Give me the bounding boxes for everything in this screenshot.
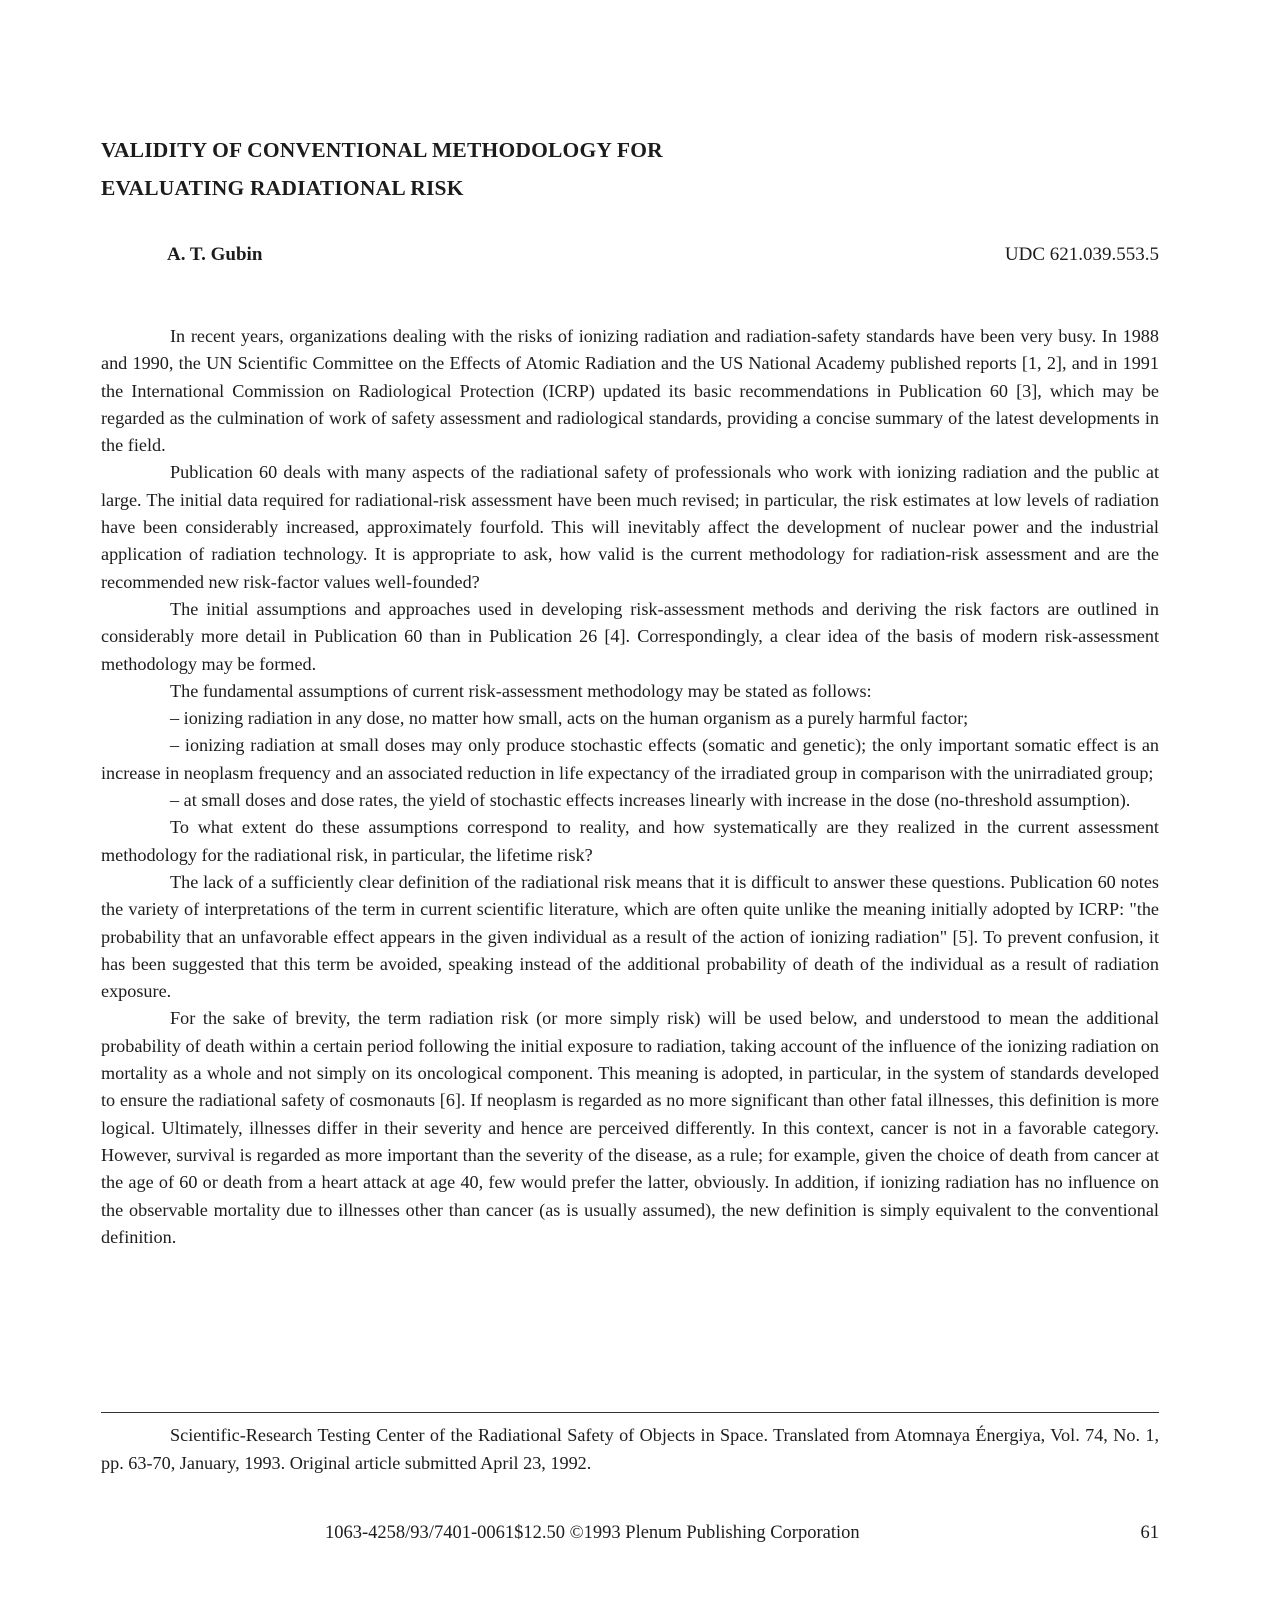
article-title-line-2: EVALUATING RADIATIONAL RISK [101,176,464,200]
body-paragraph: To what extent do these assumptions correspond to reality, and how systematically are they realized in the current assessment methodology for the radiational risk, in particular, the lifetime risk? [101,817,1159,865]
body-paragraph: The initial assumptions and approaches used in developing risk-assessment methods and deriving the risk factors are outlined in considerably more detail in Publication 60 than in Publication 26 [4]. Correspondingly, a clear idea of the basis of modern risk-assessment methodology may be formed. [101,598,1159,674]
assumption-list-item: – ionizing radiation at small doses may only produce stochastic effects (somatic and genetic); the only important somatic effect is an increase in neoplasm frequency and an associated reduction in life expectancy of the irradiated group in comparison with the unirradiated group; [101,735,1159,783]
page-footer [101,1519,1159,1547]
article-body [101,323,1159,1251]
body-paragraph: Publication 60 deals with many aspects of the radiational safety of professionals who work with ionizing radiation and the public at large. The initial data required for radiational-risk assessment have been much revised; in particular, the risk estimates at low levels of radiation have been considerably increased, approximately fourfold. This will inevitably affect the development of nuclear power and the industrial application of radiation technology. It is appropriate to ask, how valid is the current methodology for radiation-risk assessment and are the recommended new risk-factor values well-founded? [101,462,1159,592]
body-paragraph: The lack of a sufficiently clear definition of the radiational risk means that it is difficult to answer these questions. Publication 60 notes the variety of interpretations of the term in current scientific literature, which are often quite unlike the meaning initially adopted by ICRP: "the probability that an unfavorable effect appears in the given individual as a result of the action of ionizing radiation" [5]. To prevent confusion, it has been suggested that this term be avoided, speaking instead of the additional probability of death of the individual as a result of radiation exposure. [101,871,1159,1002]
article-title [101,131,1001,207]
page-number: 61 [1140,1523,1159,1543]
udc-code: UDC 621.039.553.5 [1004,244,1159,265]
body-paragraph: The fundamental assumptions of current risk-assessment methodology may be stated as follows: [170,680,872,701]
article-title-line-1: VALIDITY OF CONVENTIONAL METHODOLOGY FOR [101,138,663,162]
byline [101,241,1159,269]
assumption-list-item: – at small doses and dose rates, the yield of stochastic effects increases linearly with increase in the dose (no-threshold assumption). [170,790,1131,811]
body-paragraph: In recent years, organizations dealing with the risks of ionizing radiation and radiation-safety standards have been very busy. In 1988 and 1990, the UN Scientific Committee on the Effects of Atomic Radiation and the US National Academy published reports [1, 2], and in 1991 the International Commission on Radiological Protection (ICRP) updated its basic recommendations in Publication 60 [3], which may be regarded as the culmination of work of safety assessment and radiological standards, providing a concise summary of the latest developments in the field. [101,326,1159,456]
assumption-list-item: – ionizing radiation in any dose, no matter how small, acts on the human organism as a purely harmful factor; [170,708,969,729]
author-name: A. T. Gubin [167,244,263,265]
footnote-text: Scientific-Research Testing Center of the Radiational Safety of Objects in Space. Translated from Atomnaya Énergiya, Vol. 74, No. 1, pp. 63-70, January, 1993. Original article submitted April 23, 1992. [101,1425,1159,1473]
body-paragraph: For the sake of brevity, the term radiation risk (or more simply risk) will be used below, and understood to mean the additional probability of death within a certain period following the initial exposure to radiation, taking account of the influence of the ionizing radiation on mortality as a whole and not simply on its oncological component. This meaning is adopted, in particular, in the system of standards developed to ensure the radiational safety of cosmonauts [6]. If neoplasm is regarded as no more significant than other fatal illnesses, this definition is more logical. Ultimately, illnesses differ in their severity and hence are perceived differently. In this context, cancer is not in a favorable category. However, survival is regarded as more important than the severity of the disease, as a rule; for example, given the choice of death from cancer at the age of 60 or death from a heart attack at age 40, few would prefer the latter, obviously. In addition, if ionizing radiation has no influence on the observable mortality due to illnesses other than cancer (as is usually assumed), the new definition is simply equivalent to the conventional definition. [101,1008,1159,1247]
issn-copyright-line: 1063-4258/93/7401-0061$12.50 ©1993 Plenum Publishing Corporation [325,1523,860,1543]
footnote-divider [101,1412,1159,1413]
